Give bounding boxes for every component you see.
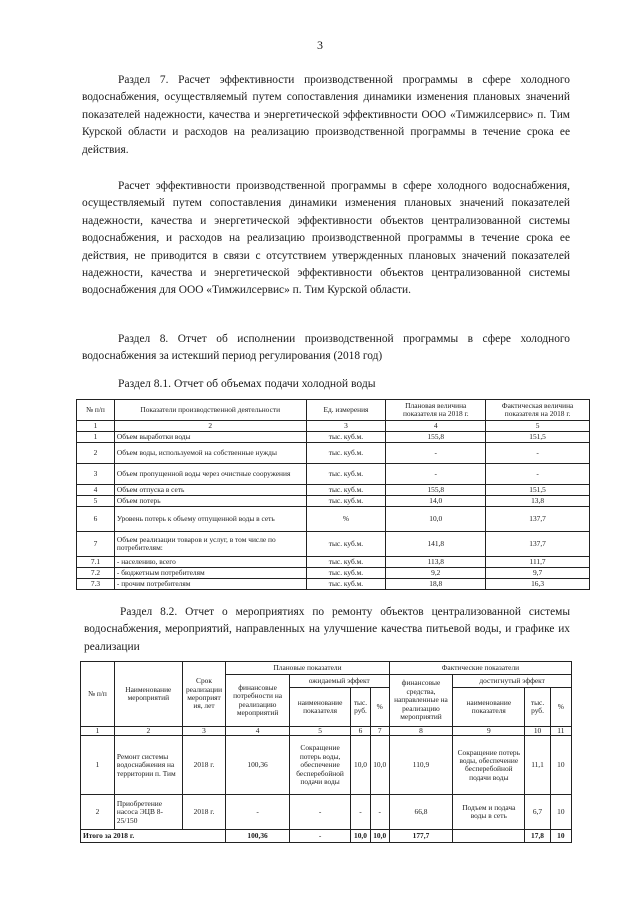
total-fact-fin: 177,7	[389, 830, 453, 843]
col-number: 3	[182, 727, 226, 736]
row-num: 7.3	[77, 579, 115, 590]
row-unit: тыс. куб.м.	[306, 464, 386, 485]
section7-body: Расчет эффективности производственной программы в сфере холодного водоснабжения, осуществляемый путем сопоставления динамики изменения плановых значений показателей надежности, качества и энергетической эффективности объектов централизованной системы водоснабжения, и расходов на реализацию производственной программы в течение срока ее действия, не приводится в связи с отсутствием утвержденных плановых значений показателей надежности, качества и энергетической эффективности объектов централизованной системы водоснабжения для ООО «Тимжилсервис» п. Тим Курской области.	[82, 180, 570, 297]
table-row	[77, 485, 590, 496]
row-plan: 9,2	[386, 568, 486, 579]
row-unit: %	[306, 507, 386, 532]
row-name: Объем потерь	[114, 496, 306, 507]
header-rub: тыс. руб.	[351, 688, 370, 727]
header-fact: Фактическая величина показателя на 2018 г.	[486, 400, 590, 421]
row-fact: 13,8	[486, 496, 590, 507]
header-plan-fin: финансовые потребности на реализацию мероприятий	[226, 675, 290, 727]
row-fact-ind: Сокращение потерь воды, обеспечение бесперебойной подачи воды	[453, 736, 525, 795]
row-num: 6	[77, 507, 115, 532]
col-number: 1	[77, 421, 115, 432]
row-event-name: Ремонт системы водоснабжения на территории п. Тим	[114, 736, 182, 795]
row-unit: тыс. куб.м.	[306, 579, 386, 590]
row-fact-pct: 10	[550, 736, 571, 795]
row-fact-fin: 110,9	[389, 736, 453, 795]
row-fact: 111,7	[486, 557, 590, 568]
header-fact-fin: финансовые средства, направленные на реализацию мероприятий	[389, 675, 453, 727]
row-plan-fin: 100,36	[226, 736, 290, 795]
row-num: 3	[77, 464, 115, 485]
row-fact-pct: 10	[550, 795, 571, 830]
row-fact-rub: 11,1	[525, 736, 550, 795]
water-volume-table	[76, 399, 590, 590]
row-name: Уровень потерь к объему отпущенной воды в сеть	[114, 507, 306, 532]
row-num: 7	[77, 532, 115, 557]
section7-title: Раздел 7. Расчет эффективности производственной программы в сфере холодного водоснабжения, осуществляемый путем сопоставления динамики изменения плановых значений показателей надежности, качества и энергетической эффективности ООО «Тимжилсервис» п. Тим Курской области и расходов на реализацию производственной программы в течение срока ее действия.	[82, 74, 570, 156]
table-header-row	[77, 400, 590, 421]
total-plan-ind: -	[289, 830, 350, 843]
row-plan: 155,8	[386, 432, 486, 443]
col-number: 9	[453, 727, 525, 736]
header-num: № п/п	[77, 400, 115, 421]
events-table	[80, 661, 572, 843]
row-num: 4	[77, 485, 115, 496]
row-plan: -	[386, 443, 486, 464]
col-number: 4	[386, 421, 486, 432]
row-plan: 18,8	[386, 579, 486, 590]
row-fact-rub: 6,7	[525, 795, 550, 830]
col-number: 3	[306, 421, 386, 432]
row-term: 2018 г.	[182, 736, 226, 795]
col-number: 7	[370, 727, 389, 736]
col-number: 4	[226, 727, 290, 736]
total-fact-ind	[453, 830, 525, 843]
section8-1-title: Раздел 8.1. Отчет об объемах подачи холодной воды	[118, 377, 376, 390]
row-num: 1	[81, 736, 115, 795]
row-plan: 155,8	[386, 485, 486, 496]
table-row	[77, 507, 590, 532]
row-num: 2	[77, 443, 115, 464]
column-number-row	[77, 421, 590, 432]
header-num: № п/п	[81, 662, 115, 727]
table-row	[77, 579, 590, 590]
row-unit: тыс. куб.м.	[306, 532, 386, 557]
row-name: Объем выработки воды	[114, 432, 306, 443]
section8-2-title: Раздел 8.2. Отчет о мероприятиях по ремонту объектов централизованной системы водоснабжения, мероприятий, направленных на улучшение качества питьевой воды, и графике их реализации	[84, 606, 570, 653]
total-plan-rub: 10,0	[351, 830, 370, 843]
row-fact: 151,5	[486, 432, 590, 443]
row-plan-rub: 10,0	[351, 736, 370, 795]
header-indicator: Показатели производственной деятельности	[114, 400, 306, 421]
row-fact: -	[486, 443, 590, 464]
row-plan: 141,8	[386, 532, 486, 557]
section8-title: Раздел 8. Отчет об исполнении производственной программы в сфере холодного водоснабжения за истекший период регулирования (2018 год)	[82, 333, 570, 363]
row-unit: тыс. куб.м.	[306, 485, 386, 496]
col-number: 1	[81, 727, 115, 736]
row-fact-fin: 66,8	[389, 795, 453, 830]
table-header-row	[81, 662, 572, 675]
row-name: - прочим потребителям	[114, 579, 306, 590]
row-num: 2	[81, 795, 115, 830]
row-unit: тыс. куб.м.	[306, 557, 386, 568]
row-num: 1	[77, 432, 115, 443]
header-expected-effect: ожидаемый эффект	[289, 675, 389, 688]
table-row	[81, 795, 572, 830]
table-row	[77, 568, 590, 579]
row-fact: 137,7	[486, 507, 590, 532]
row-name: Объем реализации товаров и услуг, в том числе по потребителям:	[114, 532, 306, 557]
row-unit: тыс. куб.м.	[306, 496, 386, 507]
col-number: 2	[114, 421, 306, 432]
row-term: 2018 г.	[182, 795, 226, 830]
table-row	[77, 443, 590, 464]
row-unit: тыс. куб.м.	[306, 443, 386, 464]
row-fact: 9,7	[486, 568, 590, 579]
col-number: 6	[351, 727, 370, 736]
header-planned: Плановые показатели	[226, 662, 389, 675]
col-number: 10	[525, 727, 550, 736]
row-plan-pct: -	[370, 795, 389, 830]
col-number: 8	[389, 727, 453, 736]
col-number: 11	[550, 727, 571, 736]
table-row	[77, 532, 590, 557]
table-row	[77, 432, 590, 443]
header-term: Срок реализации мероприят ия, лет	[182, 662, 226, 727]
row-num: 5	[77, 496, 115, 507]
header-plan: Плановая величина показателя на 2018 г.	[386, 400, 486, 421]
row-plan-rub: -	[351, 795, 370, 830]
header-ind-name: наименование показателя	[289, 688, 350, 727]
row-event-name: Приобретение насоса ЭЦВ 8-25/150	[114, 795, 182, 830]
row-fact: 151,5	[486, 485, 590, 496]
row-plan: -	[386, 464, 486, 485]
row-fact-ind: Подъем и подача воды в сеть	[453, 795, 525, 830]
row-plan-fin: -	[226, 795, 290, 830]
col-number: 2	[114, 727, 182, 736]
row-name: - населению, всего	[114, 557, 306, 568]
row-name: Объем воды, используемой на собственные нужды	[114, 443, 306, 464]
row-plan: 14,0	[386, 496, 486, 507]
row-plan: 10,0	[386, 507, 486, 532]
row-fact: -	[486, 464, 590, 485]
total-fact-pct: 10	[550, 830, 571, 843]
col-number: 5	[289, 727, 350, 736]
total-plan-fin: 100,36	[226, 830, 290, 843]
header-pct: %	[370, 688, 389, 727]
row-unit: тыс. куб.м.	[306, 432, 386, 443]
total-plan-pct: 10,0	[370, 830, 389, 843]
table-row	[77, 464, 590, 485]
row-plan-ind: Сокращение потерь воды, обеспечение бесперебойной подачи воды	[289, 736, 350, 795]
row-num: 7.1	[77, 557, 115, 568]
row-num: 7.2	[77, 568, 115, 579]
row-name: - бюджетным потребителям	[114, 568, 306, 579]
row-plan-pct: 10,0	[370, 736, 389, 795]
row-plan: 113,8	[386, 557, 486, 568]
total-row	[81, 830, 572, 843]
header-achieved-effect: достигнутый эффект	[453, 675, 572, 688]
header-actual: Фактические показатели	[389, 662, 571, 675]
table-row	[81, 736, 572, 795]
table-row	[77, 496, 590, 507]
header-unit: Ед. измерения	[306, 400, 386, 421]
row-fact: 137,7	[486, 532, 590, 557]
total-fact-rub: 17,8	[525, 830, 550, 843]
header-event-name: Наименование мероприятий	[114, 662, 182, 727]
header-ind-name: наименование показателя	[453, 688, 525, 727]
row-fact: 16,3	[486, 579, 590, 590]
table-row	[77, 557, 590, 568]
column-number-row	[81, 727, 572, 736]
page-number: 3	[317, 38, 323, 52]
total-label: Итого за 2018 г.	[81, 830, 226, 843]
header-rub: тыс. руб.	[525, 688, 550, 727]
row-name: Объем пропущенной воды через очистные сооружения	[114, 464, 306, 485]
row-unit: тыс. куб.м.	[306, 568, 386, 579]
row-plan-ind: -	[289, 795, 350, 830]
col-number: 5	[486, 421, 590, 432]
row-name: Объем отпуска в сеть	[114, 485, 306, 496]
header-pct: %	[550, 688, 571, 727]
